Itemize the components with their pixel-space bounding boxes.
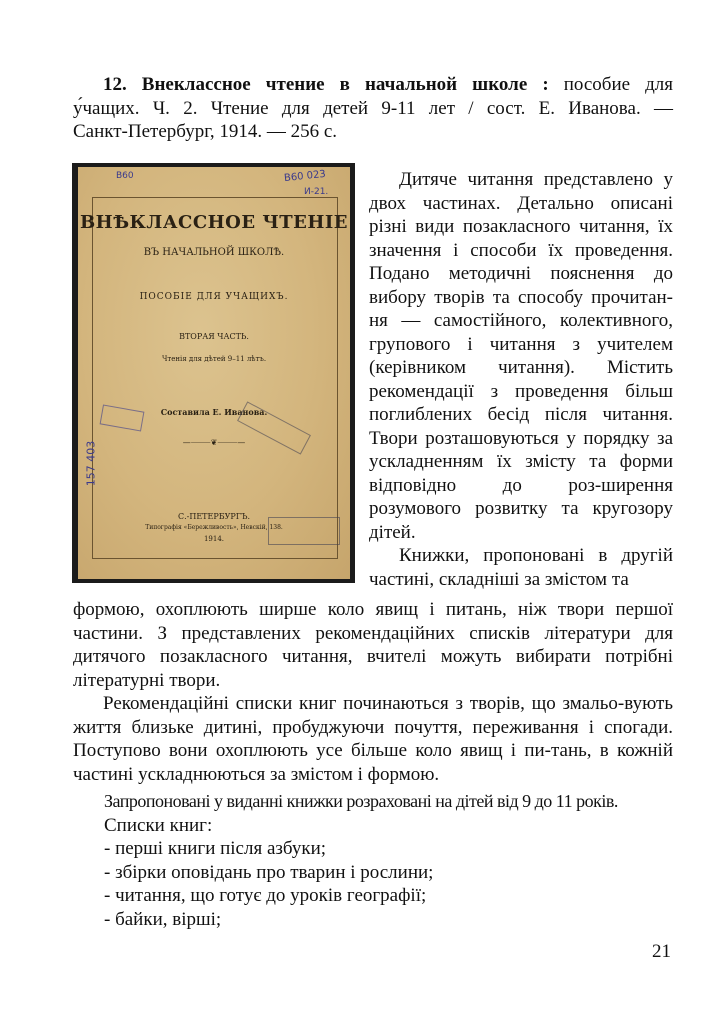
cover-printer: Типографія «Бережливость», Невскій, 138. — [145, 524, 283, 531]
book-cover-image — [72, 163, 355, 583]
cover-paper — [78, 167, 350, 579]
cover-kind: ПОСОБІЕ ДЛЯ УЧАЩИХЪ. — [139, 292, 289, 302]
cover-handwriting-top: В60 — [116, 171, 134, 181]
cover-part: ВТОРАЯ ЧАСТЬ. — [179, 332, 249, 341]
cover-handwriting-code-2: И-21. — [304, 187, 329, 197]
cover-handwriting-side: 157 403 — [84, 440, 98, 487]
entry-line-1 — [73, 73, 673, 97]
list-item: - читання, що готує до уроків географії; — [104, 885, 427, 906]
cover-city: С.-ПЕТЕРБУРГЪ. — [178, 512, 250, 521]
list-item: - байки, вірші; — [104, 908, 222, 930]
paragraph-2-rest: формою, охоплюють ширше коло явищ і питань, ніж твори першої частини. З представлених рекомендаційних списків літератури для дитячого позакласного читання, вчителі можуть вибирати потрібні літературні твори. — [73, 599, 673, 691]
entry-line-3: Санкт-Петербург, 1914. — 256 с. — [73, 121, 338, 142]
list-item: - збірки оповідань про тварин і рослини; — [104, 861, 434, 883]
list-item: - перші книги після азбуки; — [104, 838, 327, 859]
page-number: 21 — [652, 941, 671, 962]
cover-ornament: —⸻❦⸻— — [182, 438, 246, 447]
paragraph-1: Дитяче читання представлено у двох частинах. Детально описані різні види позакласного читання, їх значення і способи їх проведення. Подано методичні пояснення до вибору творів та способу прочитан-ня — самостійного, колективного, групового і читання з учителем (керівником читання). Містить рекомендації з проведення більш поглиблених бесід після читання. Твори розташовуються у порядку за ускладненням їх змісту та форми відповідно до роз-ширення розумового розвитку та кругозору дітей. — [369, 169, 673, 543]
cover-compiler: Составила Е. Иванова. — [160, 407, 268, 417]
ages-line: Запропоновані у виданні книжки розраховані на дітей від 9 до 11 років. — [104, 791, 618, 811]
bibliographic-entry — [73, 73, 673, 144]
cover-title: ВНѢКЛАССНОЕ ЧТЕНІЕ — [79, 212, 349, 233]
paragraph-2-start: Книжки, пропоновані в другій частині, складніші за змістом та — [369, 545, 673, 590]
entry-line-2: у́чащих. Ч. 2. Чтение для детей 9-11 лет / сост. Е. Иванова. — — [73, 97, 673, 119]
cover-year: 1914. — [203, 535, 225, 543]
description-column — [369, 168, 673, 591]
entry-line-1-rest: пособие для — [548, 74, 673, 95]
paragraph-3: Рекомендаційні списки книг починаються з творів, що змальо-вують життя близьке дитині, пробуджуючи почуття, переживання і спогади. Поступово вони охоплюють усе більше коло явищ і пи-тань, в кожній частині ускладнюються за змістом і формою. — [73, 693, 673, 785]
library-stamp-2 — [268, 517, 340, 545]
cover-subtitle: ВЪ НАЧАЛЬНОЙ ШКОЛѢ. — [143, 247, 285, 258]
description-wide — [73, 598, 673, 786]
cover-handwriting-code: В60 023 — [283, 168, 327, 185]
cover-ages: Чтенія для дѣтей 9–11 лѣтъ. — [161, 355, 267, 363]
entry-title: 12. Внеклассное чтение в начальной школе : — [103, 74, 549, 95]
book-lists — [104, 790, 684, 931]
lists-heading: Списки книг: — [104, 814, 213, 836]
